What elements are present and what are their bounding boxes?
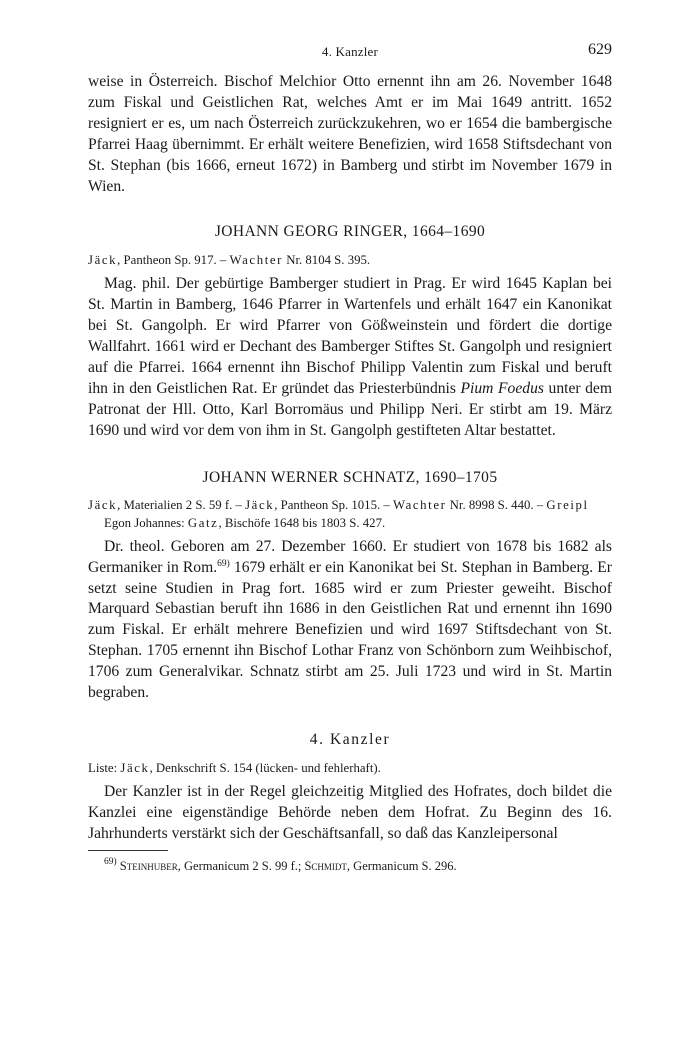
ref-text: , Bischöfe 1648 bis 1803 S. 427. [218, 515, 386, 530]
footnote-reference[interactable]: 69) [217, 558, 230, 569]
entry-references-schnatz [88, 496, 612, 532]
body-italic: Pium Foedus [460, 379, 544, 397]
intro-paragraph: weise in Österreich. Bischof Melchior Otto ernennt ihn am 26. November 1648 zum Fiskal und Geistlichen Rat, welches Amt er im Mai 1649 antritt. 1652 resigniert er es, um nach Österreich zurückzukehren, wo er 1654 die bambergische Pfarrei Haag übernimmt. Er erhält weitere Benefizien, wird 1658 Stiftsdechant von St. Stephan (bis 1666, erneut 1672) in Bamberg und stirbt im November 1679 in Wien. [88, 73, 612, 195]
body-text: 1679 erhält er ein Kanonikat bei St. Stephan in Bamberg. Er setzt seine Studien in Prag fort. 1685 wird er zum Priester geweiht. Bischof Marquard Sebastian beruft ihn 1686 in den Geistlichen Rat und ernennt ihn 1690 zum Fiskal. Er erhält mehrere Benefizien und wird 1697 Stiftsdechant von St. Stephan. 1705 ernennt ihn Bischof Lothar Franz von Schönborn zum Weihbischof, 1706 zum Generalvikar. Schnatz stirbt am 25. Juli 1723 und wird in St. Martin begraben. [88, 558, 612, 702]
body-text: Mag. phil. Der gebürtige Bamberger studiert in Prag. Er wird 1645 Kaplan bei St. Martin in Bamberg, 1646 Pfarrer in Wartenfels und erhält 1647 ein Kanonikat bei St. Gangolph. Er wird Pfarrer von Gößweinstein und fördert die dortige Wallfahrt. 1661 wird er Dechant des Bamberger Stiftes St. Gangolph und resigniert auf die Pfarrei. 1664 ernennt ihn Bischof Philipp Valentin zum Fiskal und beruft ihn in den Geistlichen Rat. Er gründet das Priesterbündnis [88, 275, 612, 397]
ref-text: , Pantheon Sp. 1015. – [274, 497, 393, 512]
footnote-text: , Germanicum S. 296. [346, 858, 457, 873]
entry-references-ringer [88, 251, 612, 269]
running-head: 4. Kanzler [321, 44, 379, 59]
body-text: unter dem Patronat der Hll. Otto, Karl Borromäus und Philipp Neri. Er stirbt am 19. März 1690 und wird vor dem von ihm in St. Gangolph gestifteten Altar bestattet. [88, 379, 612, 439]
footnote-marker: 69) [104, 856, 117, 867]
footnote [88, 857, 612, 875]
section-list-reference [88, 759, 612, 777]
ref-author: Jäck [120, 760, 150, 775]
footnote-author: Steinhuber [119, 858, 178, 873]
list-label: Liste: [88, 760, 118, 775]
ref-author: Greipl [546, 497, 589, 512]
section-heading-text: 4. Kanzler [309, 730, 391, 748]
page-header [88, 41, 612, 64]
entry-heading-schnatz: JOHANN WERNER SCHNATZ, 1690–1705 [202, 468, 498, 486]
ref-author: Wachter [392, 497, 447, 512]
entry-heading-ringer: JOHANN GEORG RINGER, 1664–1690 [214, 223, 486, 241]
page-body [88, 72, 612, 875]
footnote-text: , Germanicum 2 S. 99 f.; [177, 858, 305, 873]
entry-body-ringer [88, 274, 612, 441]
ref-author: Wachter [229, 253, 283, 268]
ref-author: Gatz [187, 515, 219, 530]
footnote-author: Schmidt [304, 858, 347, 873]
body-text: Dr. theol. Geboren am 27. Dezember 1660. Er studiert von 1678 bis 1682 als Germaniker in Rom. [88, 537, 612, 576]
ref-author: Jäck [88, 497, 118, 512]
ref-text: , Denkschrift S. 154 (lücken- und fehlerhaft). [149, 760, 381, 775]
ref-text: , Materialien 2 S. 59 f. – [117, 497, 246, 512]
section-body: Der Kanzler ist in der Regel gleichzeitig Mitglied des Hofrates, doch bildet die Kanzlei eine eigenständige Behörde neben dem Hofrat. Zu Beginn des 16. Jahrhunderts verstärkt sich der Geschäftsanfall, so daß das Kanzleipersonal [88, 782, 612, 842]
section-heading [88, 731, 612, 749]
ref-text: Nr. 8104 S. 395. [283, 253, 371, 268]
ref-author: Jäck [88, 253, 118, 268]
ref-author: Jäck [245, 497, 275, 512]
ref-text: Nr. 8998 S. 440. – [446, 497, 547, 512]
page-number: 629 [588, 41, 612, 58]
ref-text: , Pantheon Sp. 917. – [117, 253, 230, 268]
ref-text: Egon Johannes: [104, 515, 188, 530]
entry-body-schnatz [88, 537, 612, 704]
footnote-divider [88, 850, 168, 851]
